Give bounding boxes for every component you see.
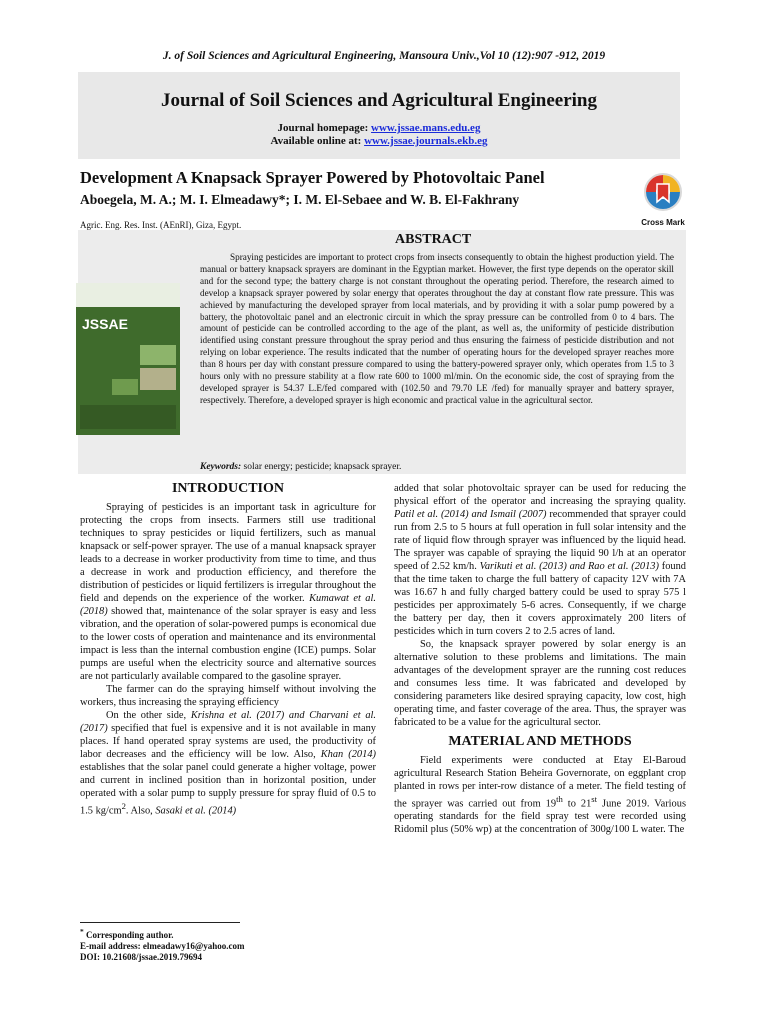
journal-title: Journal of Soil Sciences and Agricultural Engineering xyxy=(161,90,597,111)
citation: Patil et al. (2014) and Ismail (2007) xyxy=(394,509,547,520)
intro-paragraph: On the other side, Krishna et al. (2017) and Charvani et al. (2017) specified that fuel is expensive and it is not available in many places. If hand operated spray systems are used, the productivity of labor decreases and the efficiency will be low. Also, Khan (2014) establishes that the solar panel could generate a higher voltage, power and current in inclined position than in horizontal position, under operated with a solar pump to supply pressure for spray fluid of 0.5 to 1.5 $kg/cm^2$. Also, Sasaki et al. (2014) xyxy=(80,710,377,817)
methods-heading: MATERIAL AND METHODS xyxy=(448,734,632,749)
cover-photo xyxy=(140,345,176,365)
cover-logo: JSSAE xyxy=(82,316,128,332)
cover-photo xyxy=(112,379,138,395)
keywords-list: solar energy; pesticide; knapsack sprayer. xyxy=(243,462,402,472)
methods-paragraph: Field experiments were conducted at Etay El-Baroud agricultural Research Station Beheira Governorate, on eggplant crop planted in rows per inter-row distance of a meter. The field testing of the sprayer was carried out from 19th to 21st June 2019. Various operating standards for the field spray test were recorded using Ridomil plus (50% wp) at the concentration of 300g/100 L water. The xyxy=(394,755,686,836)
citation: Khan (2014) xyxy=(320,749,376,760)
paper-title: Development A Knapsack Sprayer Powered by Photovoltaic Panel xyxy=(80,168,545,187)
citation: Krishna et al. (2017) and Charvani et al. (2017) xyxy=(80,710,377,734)
journal-banner xyxy=(78,72,680,159)
abstract-body xyxy=(200,252,674,407)
intro-paragraph: Spraying of pesticides is an important task in agriculture for protecting the crops from insects. Farmers still use traditional techniques to spray pesticides or liquid fertilizers, such as manual knapsack or self-power sprayer. The use of a manual knapsack sprayer leads to a decrease in worker productivity from time to time, and thus a decrease in work and production efficiency, and therefore the distribution of pesticides or liquid fertilizers is irregular throughout the field and depends on the experience of the worker. Kumawat et al. (2018) showed that, maintenance of the solar sprayer is easy and less vibration, and the operation of solar-powered pumps is economical due to the lower costs of operation and maintenance and its environmental impact is less than the internal combustion engine (ICE) pumps. Solar pumps are useful when the electricity source and alternative sources are not particularly available compared to the gasoline sprayer. xyxy=(80,502,376,682)
cover-photo xyxy=(140,368,176,390)
footnote-divider xyxy=(80,922,240,923)
intro-paragraph: added that solar photovoltaic sprayer can be used for reducing the physical effort of the operator and increasing the spraying quality. Patil et al. (2014) and Ismail (2007) recommended that sprayer could run from 2.5 to 5 hours at full operation in full solar intensity and the rate of liquid flow through sprayer was influenced by the liquid head. The sprayer was capable of spraying the liquid 90 l/h at an operator speed of 2.52 km/h. Varikuti et al. (2013) and Rao et al. (2013) found that the time taken to charge the full battery of capacity 12V with 7A was 16.67 h and fully charged battery could be used to spray 575 l pesticides per approximately 5-6 acres. Consequently, if we charge the battery per day, then it covers approximately 200 liters of pesticides which in turn covers 2 to 2.5 acres of land. xyxy=(394,483,686,637)
crossmark-icon xyxy=(643,172,683,212)
homepage-label: Journal homepage: xyxy=(277,122,369,134)
citation: Varikuti et al. (2013) and Rao et al. (2013) xyxy=(479,561,659,572)
abstract-heading: ABSTRACT xyxy=(395,232,472,247)
left-column xyxy=(80,478,376,817)
intro-paragraph: So, the knapsack sprayer powered by solar energy is an alternative solution to these problems and limitations. The main advantages of the development sprayer are the running cost reduces and consumes less time. It was fabricated and developed by considering parameters like desired spraying capacity, low cost, high operating time, and faster coverage of the area. Thus, the sprayer was fabricated to be a value for the agricultural sector. xyxy=(394,639,686,728)
paper-affiliation: Agric. Eng. Res. Inst. (AEnRI), Giza, Egypt. xyxy=(80,220,242,230)
cover-footer xyxy=(80,405,176,429)
running-header: J. of Soil Sciences and Agricultural Engineering, Mansoura Univ.,Vol 10 (12):907 -912, 2019 xyxy=(162,50,606,62)
journal-links xyxy=(78,122,680,148)
cover-header-band xyxy=(76,283,180,307)
footnote: * Corresponding author. E-mail address: elmeadawy16@yahoo.com DOI: 10.21608/jssae.2019.79694 xyxy=(80,927,245,962)
online-link[interactable]: www.jssae.journals.ekb.eg xyxy=(364,135,488,147)
crossmark-badge[interactable] xyxy=(636,172,690,227)
journal-cover-image xyxy=(76,283,180,435)
citation: Sasaki et al. (2014) xyxy=(155,805,237,817)
homepage-link[interactable]: www.jssae.mans.edu.eg xyxy=(371,122,481,134)
keywords xyxy=(200,462,401,472)
introduction-heading: INTRODUCTION xyxy=(171,481,284,496)
keywords-label: Keywords: xyxy=(200,462,242,472)
right-column xyxy=(394,482,686,836)
abstract-paragraph: Spraying pesticides are important to protect crops from insects consequently to obtain the highest production yield. The manual or battery knapsack sprayers are dominant in the Egyptian market. However, the first type depends on the operator skill and for the second type; the battery charge is not constant throughout the operating period. Therefore, the research aimed to develop a knapsack sprayer powered by solar energy that operates throughout the day at constant flow rate pressure. This was achieved by manufacturing the developed sprayer from local materials, and by providing it with a solar pump powered by a battery, the photovoltaic panel and an electronic circuit in which the spray pressure can be controlled from 0 to 4 bars. The amount of pesticide can be controlled according to the age of the plant, as well as, the uniformity of pesticide distribution identified using constant pressure throughout the spray period and thus ensuring the fairness of pesticide distribution and not relying on lobar experience. The results indicated that the number of operating hours for the developed sprayer reaches more than 8 hours per day with constant pressure compared to using the battery-powered sprayer only, which operates from 1.5 to 3 hours only with no pressure stability at a flow rate 600 to 1000 ml/min. On the economic side, the cost of spraying from the developed sprayer is 54.37 L.E/fed compared with (102.50 and 79.70 LE /fed) for manually sprayer and battery sprayer, respectively. Therefore, a developed sprayer is high economic and practical value in the agricultural sector. xyxy=(200,252,674,405)
paper-authors: Aboegela, M. A.; M. I. Elmeadawy*; I. M. El-Sebaee and W. B. El-Fakhrany xyxy=(80,192,520,207)
citation: Kumawat et al. (2018) xyxy=(80,593,376,617)
email-address: E-mail address: elmeadawy16@yahoo.com xyxy=(80,941,245,951)
intro-paragraph: The farmer can do the spraying himself without involving the workers, thus increasing the spraying efficiency xyxy=(80,684,376,708)
online-label: Available online at: xyxy=(270,135,362,147)
corresponding-author: Corresponding author. xyxy=(86,930,174,940)
doi: DOI: 10.21608/jssae.2019.79694 xyxy=(80,952,202,962)
crossmark-label: Cross Mark xyxy=(641,218,685,227)
